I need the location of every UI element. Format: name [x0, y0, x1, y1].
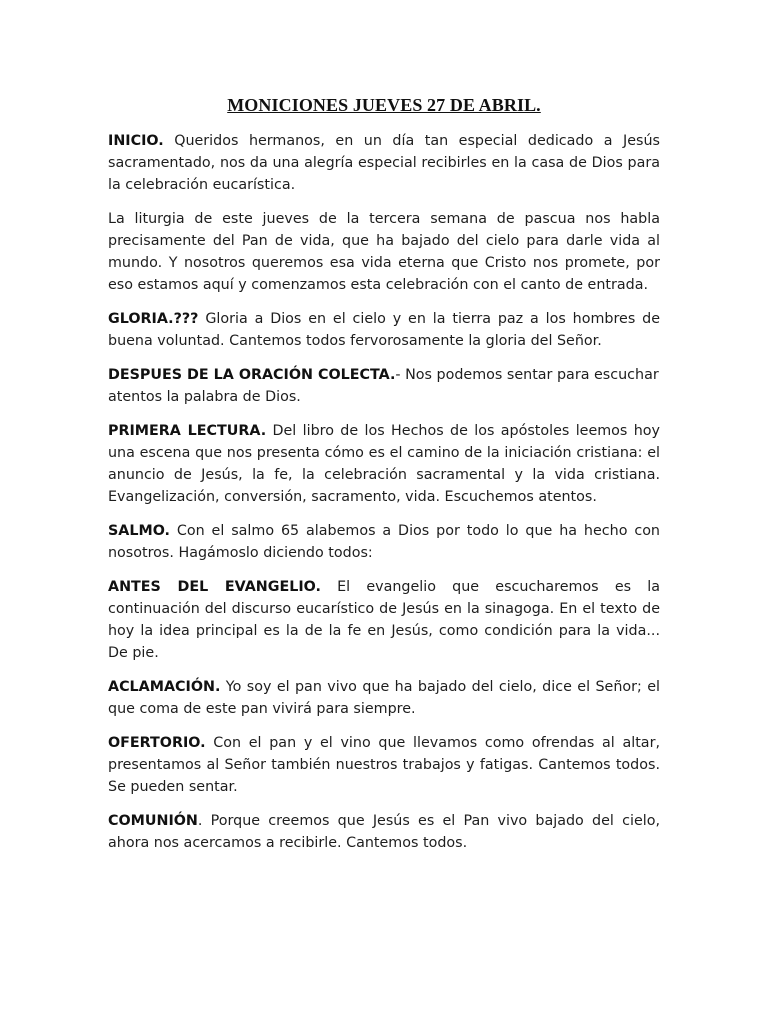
paragraph-inicio	[108, 130, 660, 196]
paragraph-liturgia	[108, 208, 660, 296]
paragraph-gloria	[108, 308, 660, 352]
paragraph-text: Queridos hermanos, en un día tan especial dedicado a Jesús sacramentado, nos da una alegría especial recibirles en la casa de Dios para la celebración eucarística.	[108, 133, 660, 193]
document-title: MONICIONES JUEVES 27 DE ABRIL.	[227, 95, 541, 115]
paragraph-text: Yo soy el pan vivo que ha bajado del cielo, dice el Señor; el que coma de este pan vivirá para siempre.	[108, 679, 660, 717]
paragraph-primera-lectura	[108, 420, 660, 508]
paragraph-heading: ACLAMACIÓN.	[108, 679, 221, 695]
paragraph-heading: SALMO.	[108, 523, 170, 539]
paragraph-heading: GLORIA.???	[108, 311, 199, 327]
paragraph-heading: PRIMERA LECTURA.	[108, 423, 267, 439]
paragraph-text: Con el pan y el vino que llevamos como ofrendas al altar, presentamos al Señor también nuestros trabajos y fatigas. Cantemos todos. Se pueden sentar.	[108, 735, 660, 795]
paragraph-comunion	[108, 810, 660, 854]
paragraph-antes-evangelio	[108, 576, 660, 664]
paragraph-text: Gloria a Dios en el cielo y en la tierra paz a los hombres de buena voluntad. Cantemos todos fervorosamente la gloria del Señor.	[108, 311, 660, 349]
document-body	[108, 130, 660, 866]
paragraph-aclamacion	[108, 676, 660, 720]
paragraph-text: Con el salmo 65 alabemos a Dios por todo lo que ha hecho con nosotros. Hagámoslo diciendo todos:	[108, 523, 660, 561]
paragraph-oracion-colecta	[108, 364, 660, 408]
paragraph-text: La liturgia de este jueves de la tercera semana de pascua nos habla precisamente del Pan de vida, que ha bajado del cielo para darle vida al mundo. Y nosotros queremos esa vida eterna que Cristo nos promete, por eso estamos aquí y comenzamos esta celebración con el canto de entrada.	[108, 211, 660, 293]
paragraph-heading: COMUNIÓN	[108, 813, 198, 829]
paragraph-text: - Nos podemos sentar para escuchar atentos la palabra de Dios.	[108, 367, 659, 405]
paragraph-text: El evangelio que escucharemos es la continuación del discurso eucarístico de Jesús en la sinagoga. En el texto de hoy la idea principal es la de la fe en Jesús, como condición para la vida... De pie.	[108, 579, 660, 661]
paragraph-heading: OFERTORIO.	[108, 735, 206, 751]
paragraph-text: Del libro de los Hechos de los apóstoles leemos hoy una escena que nos presenta cómo es el camino de la iniciación cristiana: el anuncio de Jesús, la fe, la celebración sacramental y la vida cristiana. Evangelización, conversión, sacramento, vida. Escuchemos atentos.	[108, 423, 660, 505]
paragraph-salmo	[108, 520, 660, 564]
paragraph-text: . Porque creemos que Jesús es el Pan vivo bajado del cielo, ahora nos acercamos a recibirle. Cantemos todos.	[108, 813, 660, 851]
paragraph-ofertorio	[108, 732, 660, 798]
paragraph-heading: INICIO.	[108, 133, 164, 149]
paragraph-heading: DESPUES DE LA ORACIÓN COLECTA.	[108, 367, 396, 383]
paragraph-heading: ANTES DEL EVANGELIO.	[108, 579, 321, 595]
